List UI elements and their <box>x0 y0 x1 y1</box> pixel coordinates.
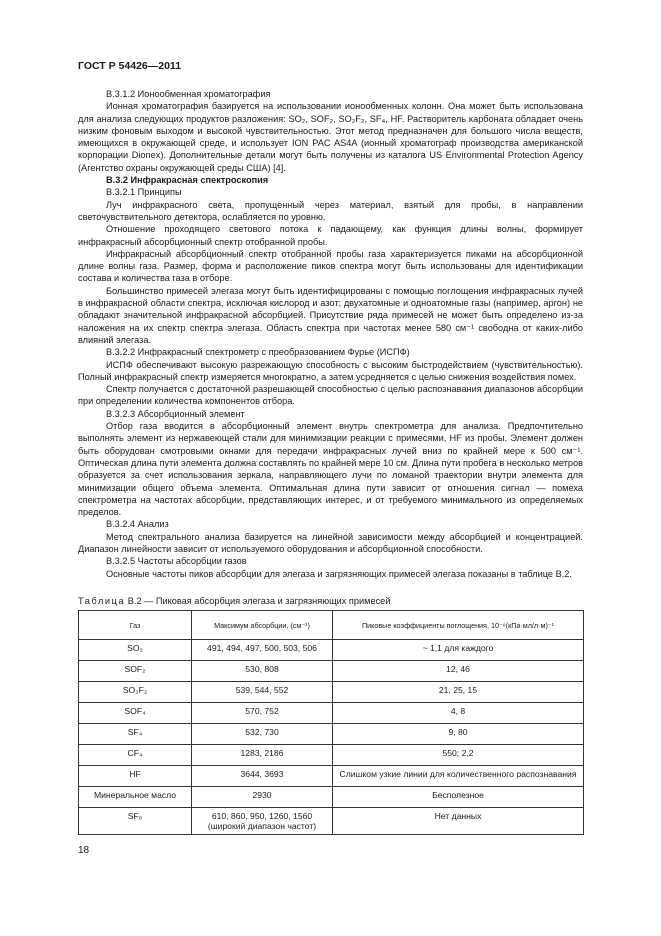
paragraph: Основные частоты пиков абсорбции для элегаза и загрязняющих примесей элегаза показаны в таблице В.2. <box>106 568 572 579</box>
cell-coef: 4, 8 <box>333 703 584 724</box>
paragraph: Инфракрасный абсорбционный спектр отобранной пробы газа характеризуется пиками на абсорбционной длине волны газа. Размер, форма и расположение пиков спектра могут быть использованы для идентификации состава и количества газа в отборе. <box>78 248 583 284</box>
subsection-heading: В.3.2.1 Принципы <box>106 187 182 198</box>
cell-max: 570, 752 <box>192 703 333 724</box>
cell-gas: Минеральное масло <box>79 787 192 808</box>
cell-gas: HF <box>79 766 192 787</box>
cell-max: 532, 730 <box>192 724 333 745</box>
table-row <box>79 766 584 787</box>
table-caption-text: В.2 — Пиковая абсорбция элегаза и загрязняющих примесей <box>125 596 391 606</box>
table-row <box>79 787 584 808</box>
cell-max: 491, 494, 497, 500, 503, 506 <box>192 640 333 661</box>
cell-gas: SO₂ <box>79 640 192 661</box>
cell-max: 3644, 3693 <box>192 766 333 787</box>
cell-gas: SF₆ <box>79 808 192 835</box>
cell-max: 2930 <box>192 787 333 808</box>
table-caption-prefix: Таблица <box>78 596 126 606</box>
cell-coef: 9, 80 <box>333 724 584 745</box>
table-row <box>79 703 584 724</box>
table-header-row <box>79 611 584 640</box>
table-row <box>79 661 584 682</box>
cell-max: 610, 860, 950, 1260, 1560 (широкий диапазон частот) <box>192 808 333 835</box>
paragraph: Луч инфракрасного света, пропущенный через материал, взятый для пробы, в направлении светочувствительного детектора, ослабляется по уровню. <box>78 199 583 222</box>
paragraph: ИСПФ обеспечивают высокую разрежающую способность с высоким быстродействием (чувствительностью). Полный инфракрасный спектр измеряется многократно, а затем усредняется с целью снижения воздействия помех. <box>78 359 583 382</box>
paragraph: Отбор газа вводится в абсорбционный элемент внутрь спектрометра для анализа. Предпочтительно выполнять элемент из нержавеющей стали для минимизации реакции с примесями, HF из пробы. Элемент должен быть оборудован смотровыми окнами для передачи инфракрасных лучей вниз по крайней мере к 500 см⁻¹. Оптическая длина пути элемента должна составлять по крайней мере 10 см. Длина пути пробега в несколько метров образуется за счет использования зеркала, направляющего лучи по ломаной траектории внутри элемента для минимизации общего объема элемента. Оптимальная длина пути зависит от отношения сигнал — помеха спектрометра на частотах абсорбции, представляющих интерес, и от требуемого минимального из определяемых пределов. <box>78 421 583 518</box>
cell-coef: Нет данных <box>333 808 584 835</box>
document-header: ГОСТ Р 54426—2011 <box>78 60 182 72</box>
table-caption <box>78 596 390 606</box>
cell-gas: SOF₂ <box>79 661 192 682</box>
table-row <box>79 808 584 835</box>
absorption-table <box>78 610 584 835</box>
table-row <box>79 640 584 661</box>
col-header-gas: Газ <box>79 611 192 640</box>
paragraph: Ионная хроматография базируется на использовании ионообменных колонн. Она может быть использована для анализа следующих продуктов разложения: SO₂, SOF₂, SO₂F₂, SF₄, HF. Растворитель карбоната обладает очень низким фоновым выходом и высокой чувствительностью. Этот метод предназначен для большого числа веществ, имеющихся в окружающей среде, и использует ION PAC AS4A (ионный хроматограф производства американской корпорации Dionex). Дополнительные детали могут быть получены из каталога US Environmental Protection Agency (Агентство охраны окружающей среды США) [4]. <box>78 101 583 173</box>
paragraph: Спектр получается с достаточной разрешающей способностью с целью распознавания диапазонов абсорбции при определении количества компонентов отбора. <box>78 384 583 407</box>
body-text <box>78 88 583 580</box>
cell-gas: CF₄ <box>79 745 192 766</box>
paragraph: Отношение проходящего светового потока к падающему, как функция длины волны, формирует инфракрасный абсорбционный спектр отобранной пробы. <box>78 224 583 247</box>
cell-gas: SF₄ <box>79 724 192 745</box>
cell-max: 530, 808 <box>192 661 333 682</box>
section-heading: В.3.2 Инфракрасная спектроскопия <box>106 175 269 186</box>
subsection-heading: В.3.2.2 Инфракрасный спектрометр с преобразованием Фурье (ИСПФ) <box>106 347 410 358</box>
cell-gas: SOF₄ <box>79 703 192 724</box>
cell-gas: SO₂F₂ <box>79 682 192 703</box>
table-row <box>79 724 584 745</box>
subsection-heading: В.3.2.5 Частоты абсорбции газов <box>106 556 247 567</box>
cell-max: 1283, 2186 <box>192 745 333 766</box>
col-header-coefficients: Пиковые коэффициенты поглощения, 10⁻⁶(кПа·мл/л·м)⁻¹ <box>333 611 584 640</box>
cell-coef: Слишком узкие линии для количественного распознавания <box>333 766 584 787</box>
cell-coef: 550; 2,2 <box>333 745 584 766</box>
subsection-heading: В.3.2.4 Анализ <box>106 519 169 530</box>
cell-coef: Бесполезное <box>333 787 584 808</box>
paragraph: Метод спектрального анализа базируется на линейной зависимости между абсорбцией и концентрацией. Диапазон линейности зависит от используемого оборудования и абсорбционной способности. <box>78 531 583 554</box>
paragraph: Большинство примесей элегаза могут быть идентифицированы с помощью поглощения инфракрасных лучей в инфракрасной области спектра, исключая кислород и азот; двухатомные и одноатомные газы (например, аргон) не обладают значительной инфракрасной абсорбцией. Присутствие ряда примесей не может быть определено из-за наложения на их спектр спектра элегаза. Область спектра при частотах менее 580 см⁻¹ свободна от каких-либо влияний элегаза. <box>78 285 583 345</box>
page-number: 18 <box>78 845 90 856</box>
subsection-heading: В.3.1.2 Ионообменная хроматография <box>106 89 271 99</box>
table-row <box>79 682 584 703</box>
col-header-max-absorption: Максимум абсорбции, (см⁻¹) <box>192 611 333 640</box>
cell-coef: 21, 25, 15 <box>333 682 584 703</box>
subsection-heading: В.3.2.3 Абсорбционный элемент <box>106 408 245 419</box>
cell-max: 539, 544, 552 <box>192 682 333 703</box>
cell-coef: ~ 1,1 для каждого <box>333 640 584 661</box>
table-row <box>79 745 584 766</box>
cell-coef: 12, 46 <box>333 661 584 682</box>
